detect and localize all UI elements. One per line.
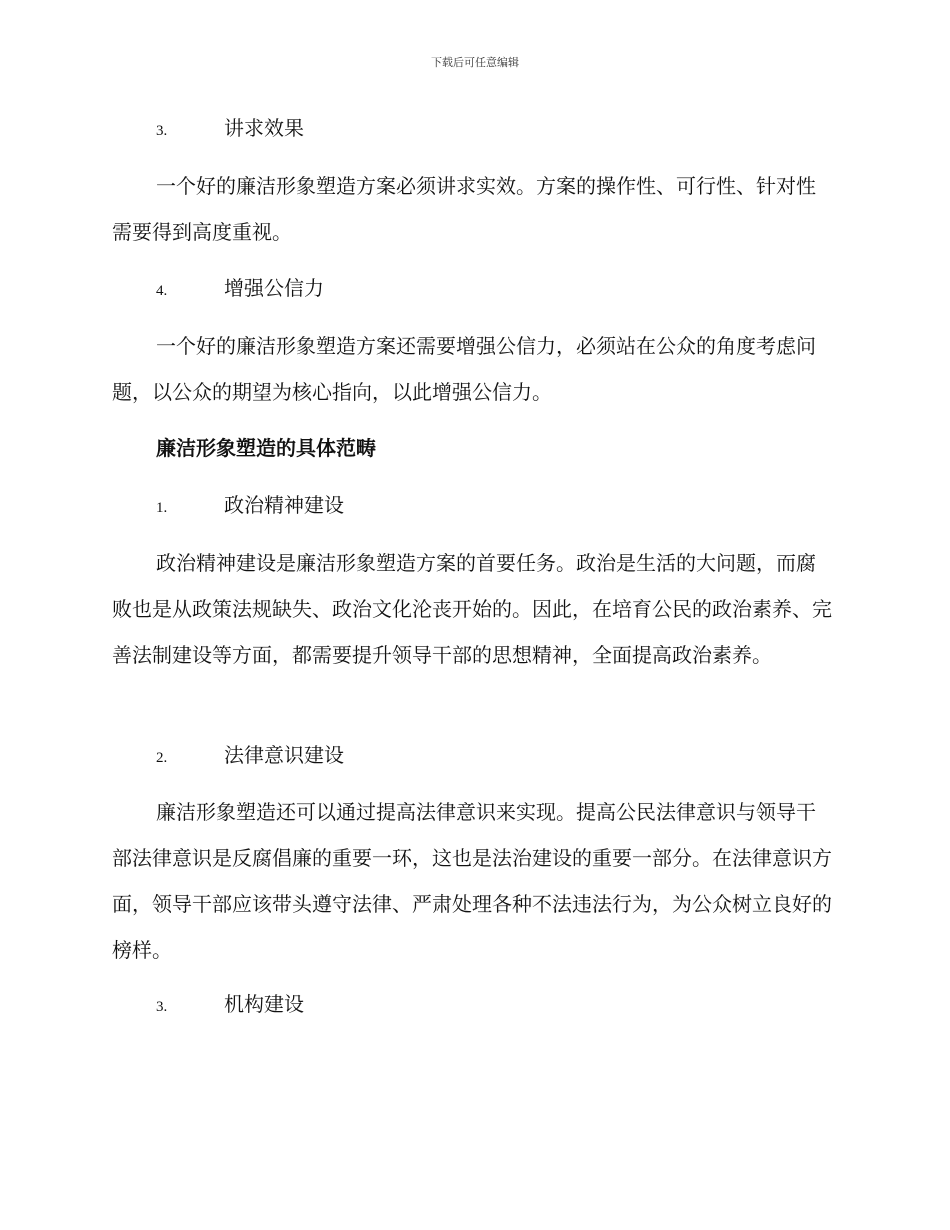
- list-number: 3.: [156, 123, 168, 139]
- list-number: 1.: [156, 500, 168, 516]
- paragraph-politics: 政治精神建设是廉洁形象塑造方案的首要任务。政治是生活的大问题，而腐败也是从政策法规缺失、政治文化沦丧开始的。因此，在培育公民的政治素养、完善法制建设等方面，都需要提升领导干部的思想精神，全面提高政治素养。: [112, 551, 832, 667]
- list-heading-law: [112, 741, 832, 772]
- section-title: 廉洁形象塑造的具体范畴: [156, 436, 376, 460]
- list-number: 4.: [156, 283, 168, 299]
- paragraph-law: 廉洁形象塑造还可以通过提高法律意识来实现。提高公民法律意识与领导干部法律意识是反腐倡廉的重要一环，这也是法治建设的重要一部分。在法律意识方面，领导干部应该带头遵守法律、严肃处理各种不法违法行为，为公众树立良好的榜样。: [112, 800, 832, 962]
- page-header: 下载后可任意编辑: [431, 56, 519, 69]
- list-heading-text: 增强公信力: [224, 276, 324, 300]
- list-heading-text: 机构建设: [224, 992, 304, 1016]
- list-number: 3.: [156, 999, 168, 1015]
- list-heading-effect: [112, 114, 832, 145]
- paragraph-effect: 一个好的廉洁形象塑造方案必须讲求实效。方案的操作性、可行性、针对性需要得到高度重视。: [112, 174, 816, 244]
- list-heading-text: 政治精神建设: [224, 493, 344, 517]
- list-heading-institution: [112, 990, 832, 1021]
- list-heading-text: 讲求效果: [224, 116, 304, 140]
- list-heading-credibility: [112, 274, 832, 305]
- list-heading-text: 法律意识建设: [224, 743, 344, 767]
- list-number: 2.: [156, 750, 168, 766]
- paragraph-credibility: 一个好的廉洁形象塑造方案还需要增强公信力，必须站在公众的角度考虑问题，以公众的期望为核心指向，以此增强公信力。: [112, 334, 816, 404]
- list-heading-politics: [112, 491, 832, 522]
